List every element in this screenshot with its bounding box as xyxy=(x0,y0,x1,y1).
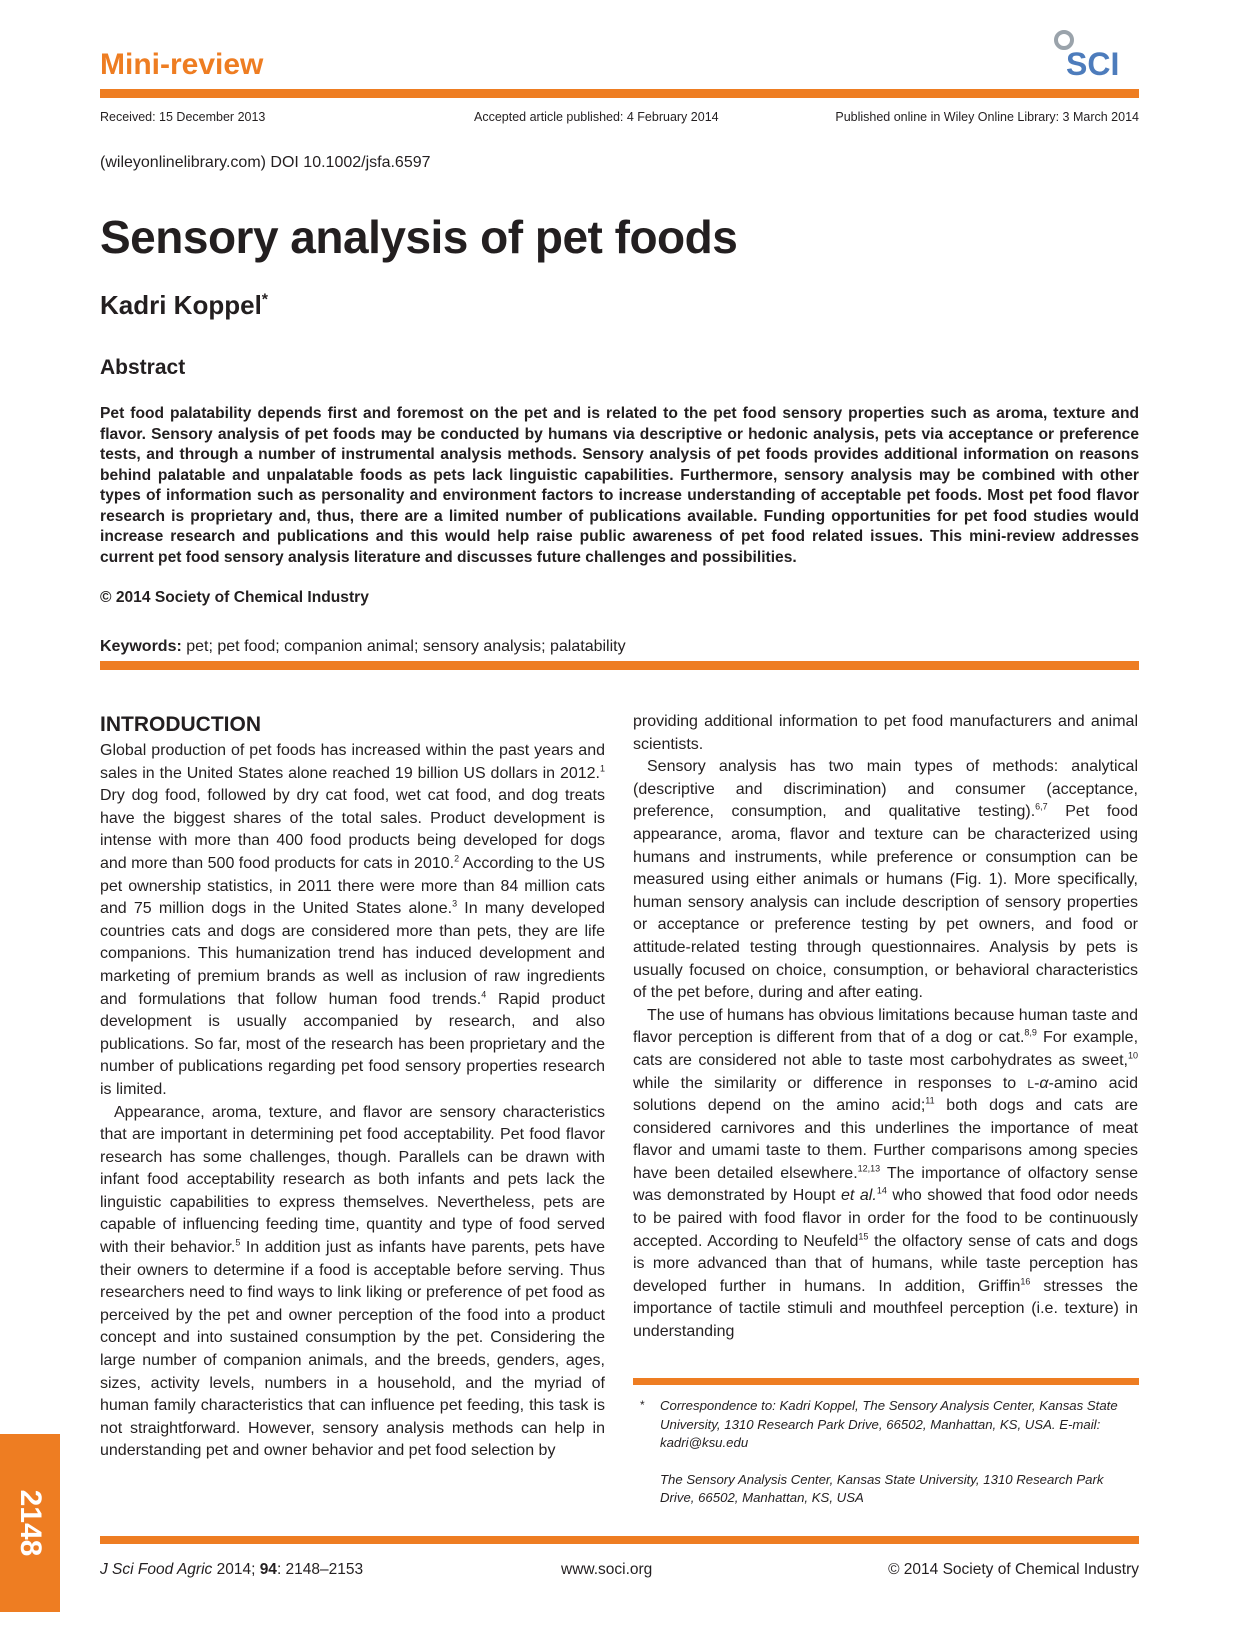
paragraph-1: Global production of pet foods has increased within the past years and sales in the United States alone reached 19 billion US dollars in 2012.$^1$ Dry dog food, followed by dry cat food, wet cat food, and dog treats have the biggest shares of the total sales. Product development is intense with more than 400 food products being developed for dogs and more than 500 food products for cats in 2010.$^2$ According to the US pet ownership statistics, in 2011 there were more than 84 million cats and 75 million dogs in the United States alone.$^3$ In many developed countries cats and dogs are considered more than pets, they are life companions. This humanization trend has induced development and marketing of premium brands as well as inclusion of raw ingredients and formulations that follow human food trends.$^4$ Rapid product development is usually accompanied by research, and also publications. So far, most of the research has been proprietary and the number of publications regarding pet food sensory properties research is limited. xyxy=(100,742,606,1098)
journal-name: J Sci Food Agric xyxy=(100,1561,213,1578)
published-date: Published online in Wiley Online Library: 3 March 2014 xyxy=(835,110,1139,124)
abstract-heading: Abstract xyxy=(100,356,186,379)
correspondence-text: Correspondence to: Kadri Koppel, The Sensory Analysis Center, Kansas State University, 1310 Research Park Drive, 66502, Manhattan, KS, USA. E-mail: kadri@ksu.edu xyxy=(660,1398,1118,1450)
page-number-tab xyxy=(0,1434,60,1612)
affiliation-text: The Sensory Analysis Center, Kansas State University, 1310 Research Park Drive, 66502, Manhattan, KS, USA xyxy=(660,1471,1104,1505)
sci-logo xyxy=(1052,26,1142,84)
author-footnote-mark: * xyxy=(261,291,269,309)
footnote-block xyxy=(633,1397,1139,1526)
author-name xyxy=(100,290,268,321)
footnote-rule xyxy=(633,1378,1139,1385)
abstract-copyright: © 2014 Society of Chemical Industry xyxy=(100,589,369,606)
abstract-rule xyxy=(100,661,1139,670)
footer-website-link[interactable]: www.soci.org xyxy=(561,1561,653,1578)
author-text: Kadri Koppel xyxy=(100,290,262,320)
paragraph-4: Sensory analysis has two main types of methods: analytical (descriptive and discrimination) and consumer (acceptance, preference, consumption, and qualitative testing).$^{6,7}$ Pet food appearance, aroma, flavor and texture can be characterized using humans and instruments, while preference or consumption can be measured using either animals or humans (Fig. 1). More specifically, human sensory analysis can include description of sensory properties or acceptance or preference testing by pet owners, and food or attitude-related testing through questionnaires. Analysis by pets is usually focused on choice, consumption, or behavioral characteristics of the pet before, during and after eating. xyxy=(633,758,1138,1002)
footer-copyright: © 2014 Society of Chemical Industry xyxy=(888,1561,1139,1578)
accepted-date: Accepted article published: 4 February 2014 xyxy=(474,110,719,124)
keywords-list: pet; pet food; companion animal; sensory analysis; palatability xyxy=(186,638,626,655)
keywords-line xyxy=(100,638,626,656)
article-title: Sensory analysis of pet foods xyxy=(100,211,738,263)
abstract-text xyxy=(100,404,1139,568)
affiliation-note xyxy=(633,1471,1139,1508)
footer-citation: J Sci Food Agric 2014; 94: 2148–2153 xyxy=(100,1561,364,1578)
header-rule xyxy=(100,89,1139,98)
paragraph-5: The use of humans has obvious limitations because human taste and flavor perception is different from that of a dog or cat.$^{8,9}$ For example, cats are considered not able to taste most carbohydrates as sweet,$^{10}$ while the similarity or difference in responses to L-α-amino acid solutions depend on the amino acid;$^{11}$ both dogs and cats are considered carnivores and this underlines the importance of meat flavor and umami taste to them. Further comparisons among species have been detailed elsewhere.$^{12,13}$ The importance of olfactory sense was demonstrated by Houpt et al.$^{14}$ who showed that food odor needs to be paired with food flavor in order for the food to be continuously accepted. According to Neufeld$^{15}$ the olfactory sense of cats and dogs is more advanced than that of humans, while taste perception has developed further in humans. In addition, Griffin$^{16}$ stresses the importance of tactile stimuli and mouthfeel perception (i.e. texture) in understanding xyxy=(633,1006,1139,1341)
paragraph-3: providing additional information to pet food manufacturers and animal scientists. xyxy=(633,713,1138,753)
paragraph-2: Appearance, aroma, texture, and flavor are sensory characteristics that are important in determining pet food acceptability. Pet food flavor research has some challenges, though. Parallels can be drawn with infant food acceptability research as both infants and pets lack the linguistic capabilities to express themselves. Nevertheless, pets are capable of influencing feeding time, quantity and type of food served with their behavior.$^5$ In addition just as infants have parents, pets have their owners to determine if a food is acceptable before serving. Thus researchers need to find ways to link liking or preference of pet food as perceived by the pet and owner perception of the food into a product concept and into sustained consumption by the pet. Considering the large number of companion animals, and the breeds, genders, ages, sizes, activity levels, numbers in a household, and the myriad of human family characteristics that can influence pet feeding, this task is not straightforward. However, sensory analysis methods can help in understanding pet and owner behavior and pet food selection by xyxy=(100,1103,606,1460)
footer-rule xyxy=(100,1536,1139,1544)
right-column xyxy=(633,711,1138,1344)
volume-number: 94 xyxy=(259,1561,277,1578)
correspondence-note xyxy=(633,1397,1139,1453)
footnote-mark: * xyxy=(640,1398,645,1412)
section-label: Mini-review xyxy=(100,48,264,81)
page-number: 2148 xyxy=(14,1489,47,1557)
introduction-heading: INTRODUCTION xyxy=(100,713,261,736)
abstract-content: Pet food palatability depends first and foremost on the pet and is related to the pet food sensory properties such as aroma, texture and flavor. Sensory analysis of pet foods may be conducted by humans via descriptive or hedonic analysis, pets via acceptance or preference tests, and through a number of instrumental analysis methods. Sensory analysis of pet foods provides additional information on reasons behind palatable and unpalatable foods as pets lack linguistic capabilities. Furthermore, sensory analysis may be combined with other types of information such as personality and environment factors to increase understanding of acceptable pet foods. Most pet food flavor research is proprietary and, thus, there are a limited number of publications available. Funding opportunities for pet food studies would increase research and publications and this would help raise public awareness of pet food related issues. This mini-review addresses current pet food sensory analysis literature and discusses future challenges and possibilities. xyxy=(100,405,1139,566)
keywords-label: Keywords: xyxy=(100,638,182,655)
left-column xyxy=(100,711,605,1463)
doi-line: (wileyonlinelibrary.com) DOI 10.1002/jsfa.6597 xyxy=(100,154,431,171)
logo-text: SCI xyxy=(1066,46,1120,82)
received-date: Received: 15 December 2013 xyxy=(100,110,266,124)
